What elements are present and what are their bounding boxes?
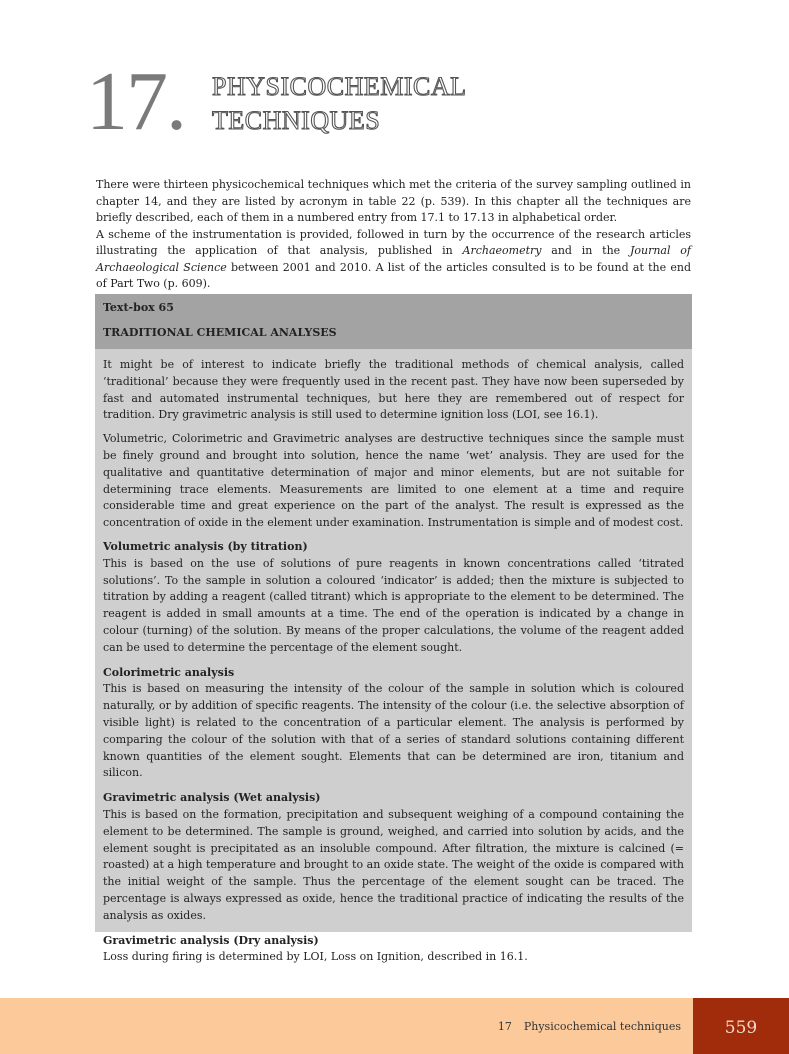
intro-paragraph-2 xyxy=(96,227,691,293)
footer-chapter-number: 17 xyxy=(497,1020,512,1033)
journal-archaeometry: Archaeometry xyxy=(462,244,542,257)
section-text: This is based on measuring the intensity of the colour of the sample in solution which is coloured naturally, or by addition of specific reagents. The intensity of the colour (i.e. the selective absorption of visible light) is related to the concentration of a particular element. The analysis is performed by comparing the colour of the solution with that of a series of standard solutions containing different known quantities of the element sought. Elements that can be determined are iron, titanium and silicon. xyxy=(103,682,684,780)
chapter-number: 17. xyxy=(86,55,185,148)
text-box xyxy=(95,294,692,964)
footer-band xyxy=(0,998,789,1054)
footer-chapter-name: Physicochemical techniques xyxy=(523,1020,681,1033)
section-volumetric xyxy=(103,539,684,657)
chapter-title-line2: TECHNIQUES xyxy=(212,106,381,135)
text-box-paragraph-2: Volumetric, Colorimetric and Gravimetric analyses are destructive techniques since the sample must be finely ground and brought into solution, hence the name ‘wet’ analysis. They are used for the qualitative and quantitative determination of major and minor elements, but are not suitable for determining trace elements. Measurements are limited to one element at a time and require considerable time and great experience on the part of the analyst. The result is expressed as the concentration of oxide in the element under examination. Instrumentation is simple and of modest cost. xyxy=(103,432,684,530)
intro-p2-part-a: A scheme of the instrumentation is provided, followed in turn by the occurrence of the research articles illustrating the application of that analysis, published in xyxy=(96,227,691,257)
journal-archaeological-science: Journal of Archaeological Science xyxy=(96,244,691,274)
section-colorimetric xyxy=(103,665,684,783)
section-text: Loss during firing is determined by LOI, Loss on Ignition, described in 16.1. xyxy=(103,950,528,964)
section-text: This is based on the use of solutions of pure reagents in known concentrations called ‘titrated solutions’. To the sample in solution a coloured ‘indicator’ is added; then the mixture is subjected to titration by adding a reagent (called titrant) which is appropriate to the element to be determined. The reagent is added in small amounts at a time. The end of the operation is indicated by a change in colour (turning) of the solution. By means of the proper calculations, the volume of the reagent added can be used to determine the percentage of the element sought. xyxy=(103,556,684,654)
section-gravimetric-dry xyxy=(103,933,684,967)
section-heading: Colorimetric analysis xyxy=(103,665,235,679)
section-heading: Gravimetric analysis (Wet analysis) xyxy=(103,791,321,805)
section-heading: Gravimetric analysis (Dry analysis) xyxy=(103,933,319,947)
chapter-title-line1: PHYSICOCHEMICAL xyxy=(212,72,467,101)
running-footer xyxy=(498,1020,681,1033)
intro-p2-part-c: between 2001 and 2010. A list of the articles consulted is to be found at the end of Part Two (p. 609). xyxy=(96,260,691,290)
text-box-header xyxy=(95,294,692,349)
text-box-paragraph-1: It might be of interest to indicate briefly the traditional methods of chemical analysis, called ‘traditional’ because they were frequently used in the recent past. They have now been superseded by fast and automated instrumental techniques, but here they are remembered out of respect for tradition. Dry gravimetric analysis is still used to determine ignition loss (LOI, see 16.1). xyxy=(103,358,684,422)
intro-paragraph-1: There were thirteen physicochemical techniques which met the criteria of the survey sampling outlined in chapter 14, and they are listed by acronym in table 22 (p. 539). In this chapter all the techniques are briefly described, each of them in a numbered entry from 17.1 to 17.13 in alphabetical order. xyxy=(96,178,691,224)
text-box-title: TRADITIONAL CHEMICAL ANALYSES xyxy=(103,326,337,339)
intro-p2-part-b: and in the xyxy=(541,244,630,257)
intro-text xyxy=(96,177,691,293)
page-number-box xyxy=(693,998,789,1054)
section-heading: Volumetric analysis (by titration) xyxy=(103,539,308,553)
text-box-label: Text-box 65 xyxy=(103,301,174,314)
section-text: This is based on the formation, precipitation and subsequent weighing of a compound containing the element to be determined. The sample is ground, weighed, and carried into solution by acids, and the element sought is precipitated as an insoluble compound. After filtration, the mixture is calcined (= roasted) at a high temperature and brought to an oxide state. The weight of the oxide is compared with the initial weight of the sample. Thus the percentage of the element sought can be traced. The percentage is always expressed as oxide, hence the traditional practice of indicating the results of the analysis as oxides. xyxy=(103,807,684,922)
chapter-title xyxy=(212,70,467,138)
page-number: 559 xyxy=(724,1018,758,1038)
section-gravimetric-wet xyxy=(103,790,684,924)
text-box-body xyxy=(95,349,692,966)
